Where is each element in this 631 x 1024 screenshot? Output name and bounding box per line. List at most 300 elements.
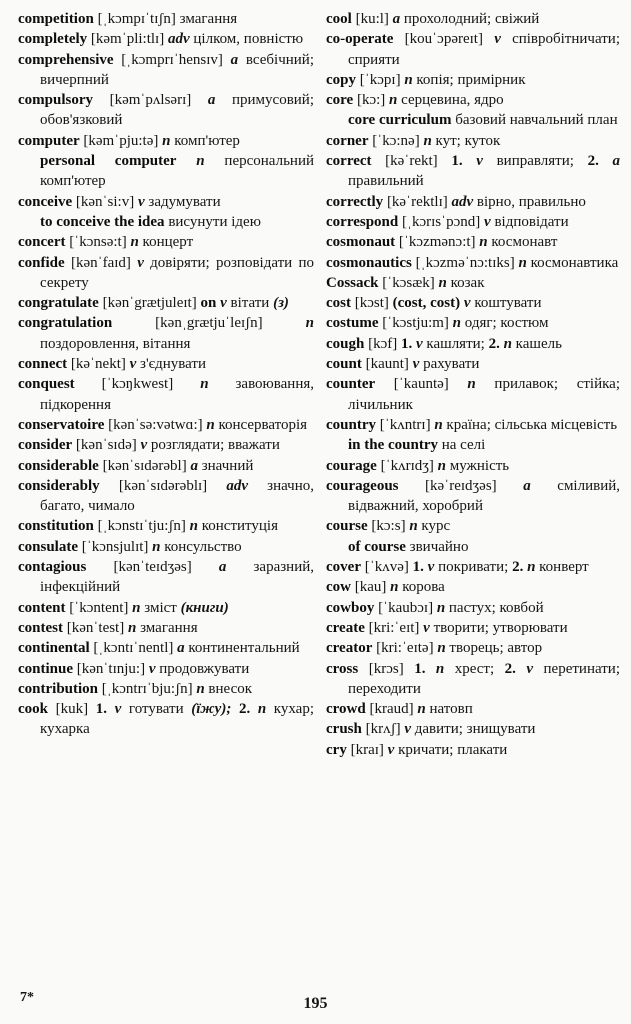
translation-text: [kau] <box>351 579 391 596</box>
grammar-label: v <box>476 153 483 170</box>
translation-text: конверт <box>535 559 589 576</box>
headword-text: costume <box>326 315 379 332</box>
translation-text: вітати <box>226 295 274 312</box>
dictionary-entry <box>18 598 314 618</box>
dictionary-entry <box>18 293 314 313</box>
grammar-label: n <box>130 234 139 251</box>
translation-text <box>599 153 613 169</box>
headword-text: connect <box>18 356 68 373</box>
headword-text: contagious <box>18 559 87 576</box>
dictionary-entry <box>326 699 620 719</box>
translation-text <box>231 701 239 717</box>
grammar-label: adv <box>226 477 248 494</box>
translation-text: [kuk] <box>48 701 96 718</box>
dictionary-entry <box>326 598 620 618</box>
headword-text: 2. <box>238 701 251 718</box>
headword-text: cosmonaut <box>326 234 396 251</box>
grammar-label: n <box>127 619 137 636</box>
headword-text: 2. <box>587 153 599 170</box>
dictionary-entry <box>326 90 620 110</box>
dictionary-entry <box>18 618 314 638</box>
dictionary-entry <box>326 719 620 739</box>
dictionary-entry <box>18 516 314 536</box>
translation-text: [ˈkɔnsə:t] <box>65 234 131 251</box>
headword-text: cook <box>18 701 48 718</box>
headword-text: concert <box>18 234 66 251</box>
translation-text <box>516 661 526 677</box>
translation-text <box>250 701 258 717</box>
grammar-label: n <box>467 376 476 393</box>
dictionary-entry <box>18 131 314 151</box>
grammar-label: v <box>137 254 144 271</box>
grammar-label: v <box>137 193 145 210</box>
translation-text: давити; знищувати <box>411 721 536 738</box>
headword-text: cow <box>326 579 351 596</box>
headword-text: constitution <box>18 518 94 535</box>
translation-text: завоювання, підкорення <box>40 376 315 413</box>
grammar-label: v <box>140 437 148 454</box>
dictionary-entry <box>18 374 314 415</box>
translation-text: зміст <box>140 599 181 616</box>
grammar-label: a <box>523 477 531 494</box>
translation-text: козак <box>446 274 485 291</box>
headword-text: courage <box>326 457 377 474</box>
dictionary-entry <box>18 9 314 29</box>
translation-text: базовий навчальний план <box>451 112 618 129</box>
translation-text: [kəˈrekt] <box>371 153 452 170</box>
translation-text: звичайно <box>405 538 469 555</box>
headword-text: cool <box>326 11 352 27</box>
headword-text: corner <box>326 132 369 149</box>
headword-text: crush <box>326 721 362 738</box>
grammar-label: a <box>612 153 620 170</box>
headword-text: congratulation <box>18 315 113 332</box>
grammar-label: n <box>206 416 215 433</box>
headword-text: cough <box>326 335 365 352</box>
translation-text: [ˈkaubɔɪ] <box>374 599 437 616</box>
headword-text: creator <box>326 640 373 657</box>
translation-text: значний <box>197 457 254 474</box>
translation-text: [kənˈtest] <box>63 619 128 636</box>
translation-text: [kəmˈpli:tlɪ] <box>87 31 168 48</box>
translation-text: концерт <box>138 234 194 251</box>
translation-text: внесок <box>204 680 253 697</box>
grammar-label: n <box>189 518 198 535</box>
headword-text: cowboy <box>326 599 375 616</box>
headword-text: consulate <box>18 538 78 555</box>
translation-text: довіряти; розповідати по секрету <box>40 254 314 291</box>
translation-text: [kouˈɔpəreɪt] <box>393 31 495 48</box>
dictionary-subentry <box>326 110 620 130</box>
dictionary-entry <box>326 212 620 232</box>
grammar-label: v <box>416 335 423 352</box>
dictionary-entry <box>326 516 620 536</box>
translation-text: конституція <box>198 518 278 535</box>
dictionary-entry <box>18 537 314 557</box>
headword-text: comprehensive <box>18 51 114 68</box>
translation-text: [kənˈgrætjuleɪt] <box>98 295 201 312</box>
translation-text: [ˈkɔŋkwest] <box>74 376 201 393</box>
translation-text: [ˈkɔnsjulɪt] <box>78 538 153 555</box>
headword-text: conquest <box>18 376 75 393</box>
dictionary-entry <box>18 192 314 212</box>
translation-text: хрест; <box>444 660 505 677</box>
dictionary-entry <box>18 253 314 294</box>
dictionary-entry <box>18 313 314 354</box>
translation-text: [kənˈsɪdərəblɪ] <box>99 477 227 494</box>
headword-text: to conceive the idea <box>40 213 165 230</box>
translation-text: космонавт <box>487 234 558 251</box>
dictionary-entry <box>326 638 620 658</box>
translation-text: серцевина, ядро <box>397 92 504 109</box>
translation-text: комп'ютер <box>170 132 240 149</box>
dictionary-entry <box>18 699 314 740</box>
dictionary-entry <box>326 293 620 313</box>
dictionary-entry <box>326 659 620 700</box>
translation-text: на селі <box>438 437 486 454</box>
translation-text: прилавок; стійка; лічильник <box>348 376 620 413</box>
grammar-label: n <box>423 132 432 149</box>
grammar-label: n <box>196 153 205 170</box>
translation-text: [ˌkɔmpɪˈtɪʃn] змагання <box>93 11 238 27</box>
grammar-label: n <box>257 701 267 718</box>
headword-text: crowd <box>326 701 366 718</box>
grammar-label: n <box>305 315 314 332</box>
translation-text: цілком, повністю <box>189 31 304 48</box>
translation-text: [kəˈrektlɪ] <box>383 193 452 210</box>
dictionary-entry <box>18 415 314 435</box>
dictionary-entry <box>326 740 620 760</box>
headword-text: correct <box>326 153 372 170</box>
dictionary-entry <box>326 151 620 192</box>
dictionary-entry <box>18 90 314 131</box>
headword-text: computer <box>18 132 80 149</box>
translation-text: континентальний <box>184 640 300 657</box>
grammar-label: v <box>114 701 122 718</box>
translation-text: [kənˈsɪdərəbl] <box>98 457 191 474</box>
translation-text: покривати; <box>434 559 513 576</box>
translation-text: [kənˈfaɪd] <box>64 254 138 271</box>
translation-text: [ˈkɔzmənɔ:t] <box>395 234 480 251</box>
grammar-label: n <box>518 254 527 271</box>
translation-text: продовжувати <box>155 660 250 677</box>
translation-text: творець; автор <box>445 640 543 657</box>
dictionary-subentry <box>326 537 620 557</box>
dictionary-entry <box>18 476 314 517</box>
grammar-label: v <box>463 295 471 312</box>
translation-text: одяг; костюм <box>461 315 549 332</box>
dictionary-entry <box>18 29 314 49</box>
translation-text: прохолодний; свіжий <box>400 11 540 27</box>
dictionary-entry <box>18 232 314 252</box>
dictionary-entry <box>326 273 620 293</box>
grammar-label: adv <box>167 31 190 48</box>
grammar-label: n <box>438 274 447 291</box>
grammar-label: n <box>389 92 398 109</box>
translation-text: всебічний; вичерпний <box>40 51 314 88</box>
dictionary-entry <box>18 638 314 658</box>
translation-text: [ˈkʌrɪdʒ] <box>376 457 438 474</box>
grammar-label: n <box>196 680 205 697</box>
translation-text: [kənˈsɪdə] <box>72 437 141 454</box>
translation-text: мужність <box>445 457 510 474</box>
translation-text: [kəmˈpju:tə] <box>79 132 163 149</box>
grammar-label: n <box>162 132 171 149</box>
grammar-label: v <box>526 660 534 677</box>
dictionary-entry <box>18 659 314 679</box>
dictionary-entry <box>326 374 620 415</box>
grammar-label: n <box>503 335 512 352</box>
dictionary-entry <box>326 131 620 151</box>
headword-text: content <box>18 599 66 616</box>
grammar-label: v <box>129 356 137 373</box>
grammar-label: n <box>452 315 461 332</box>
translation-text: розглядати; вважати <box>147 437 280 454</box>
translation-text: [kri:ˈeɪt] <box>364 619 424 636</box>
headword-text: congratulate <box>18 295 99 312</box>
headword-text: cover <box>326 559 361 576</box>
grammar-label: a <box>177 640 185 657</box>
translation-text: виправляти; <box>482 153 588 170</box>
headword-text: continue <box>18 660 74 677</box>
grammar-label: n <box>437 640 446 657</box>
headword-text: 2. <box>512 559 524 576</box>
dictionary-entry <box>18 354 314 374</box>
grammar-label: n <box>417 701 426 718</box>
dictionary-entry <box>326 70 620 90</box>
grammar-label: n <box>527 559 536 576</box>
headword-text: copy <box>326 71 356 88</box>
headword-text: 1. <box>401 335 413 352</box>
translation-text: [ˈkɔpɪ] <box>356 71 405 88</box>
translation-text: натовп <box>425 701 473 718</box>
headword-text: consider <box>18 437 73 454</box>
grammar-label: n <box>436 599 446 616</box>
translation-text: [ˈkɔstju:m] <box>378 315 453 332</box>
headword-text: cost <box>326 295 351 312</box>
translation-text: [kɔ:s] <box>367 518 410 535</box>
grammar-label: (їжу); <box>191 701 232 718</box>
dictionary-entry <box>326 334 620 354</box>
headword-text: in the country <box>348 437 438 454</box>
translation-text: вірно, правильно <box>473 193 586 210</box>
translation-text: перетинати; переходити <box>348 660 620 697</box>
translation-text: задумувати <box>144 193 221 210</box>
translation-text: [kri:ˈeɪtə] <box>372 640 438 657</box>
headword-text: cosmonautics <box>326 254 412 271</box>
translation-text: творити; утворювати <box>429 619 568 636</box>
translation-text: консерваторія <box>214 416 308 433</box>
grammar-label: a <box>392 11 401 27</box>
translation-text: коштувати <box>470 295 542 312</box>
headword-text: compulsory <box>18 92 93 109</box>
translation-text: кашляти; <box>422 335 489 352</box>
translation-text: копія; примірник <box>412 71 526 88</box>
grammar-label: a <box>218 559 227 576</box>
dictionary-entry <box>326 253 620 273</box>
headword-text: completely <box>18 31 88 48</box>
translation-text: рахувати <box>419 356 480 373</box>
headword-text: 1. <box>451 153 463 170</box>
dictionary-subentry <box>326 435 620 455</box>
translation-text: [kraud] <box>365 701 418 718</box>
grammar-label: v <box>404 721 411 738</box>
headword-text: cry <box>326 741 347 758</box>
translation-text: [ˈkʌntrɪ] <box>376 416 435 433</box>
headword-text: core <box>326 92 354 109</box>
translation-text: [kənˈtɪnju:] <box>73 660 149 677</box>
headword-text: courageous <box>326 477 399 494</box>
translation-text: [kəˈreɪdʒəs] <box>398 477 524 494</box>
dictionary-column-right <box>326 9 620 760</box>
grammar-label: v <box>494 31 501 48</box>
grammar-label: n <box>132 599 141 616</box>
translation-text: [kɔf] <box>364 335 401 352</box>
translation-text: [ˈkɔ:nə] <box>368 132 424 149</box>
headword-text: competition <box>18 11 94 27</box>
translation-text: [ˌkɔmprɪˈhensɪv] <box>113 51 231 68</box>
translation-text: [ˈkɔsæk] <box>378 274 439 291</box>
translation-text <box>463 153 477 169</box>
dictionary-entry <box>18 679 314 699</box>
dictionary-entry <box>326 456 620 476</box>
headword-text: (cost, cost) <box>392 295 461 312</box>
headword-text: conservatoire <box>18 416 105 433</box>
grammar-label: n <box>437 457 446 474</box>
grammar-label: n <box>435 660 445 677</box>
headword-text: count <box>326 356 362 373</box>
headword-text: 1. <box>412 559 424 576</box>
translation-text: [kənˈsə:vətwɑ:] <box>104 416 207 433</box>
grammar-label: n <box>409 518 418 535</box>
translation-text: [ˌkɔrɪsˈpɔnd] <box>398 213 485 230</box>
dictionary-entry <box>18 435 314 455</box>
grammar-label: a <box>207 92 216 109</box>
headword-text: considerably <box>18 477 100 494</box>
headword-text: 1. <box>95 701 107 718</box>
dictionary-column-left <box>18 9 314 740</box>
headword-text: correctly <box>326 193 384 210</box>
translation-text: [kaunt] <box>361 356 413 373</box>
dictionary-entry <box>18 50 314 91</box>
grammar-label: v <box>484 213 491 230</box>
grammar-label: n <box>152 538 161 555</box>
headword-text: conceive <box>18 193 73 210</box>
headword-text: course <box>326 518 368 535</box>
dictionary-subentry <box>18 212 314 232</box>
translation-text: кричати; плакати <box>394 741 508 758</box>
headword-text: considerable <box>18 457 99 474</box>
signature-mark: 7* <box>20 990 34 1005</box>
headword-text: on <box>200 295 217 312</box>
translation-text: консульство <box>160 538 242 555</box>
headword-text: confide <box>18 254 65 271</box>
grammar-label: a <box>190 457 198 474</box>
dictionary-entry <box>326 577 620 597</box>
translation-text: [ku:l] <box>351 11 393 27</box>
grammar-label: a <box>230 51 239 68</box>
dictionary-entry <box>326 29 620 70</box>
grammar-label: adv <box>451 193 474 210</box>
grammar-label: v <box>148 660 156 677</box>
translation-text: [kɔ:] <box>353 92 390 109</box>
headword-text: core curriculum <box>348 112 452 129</box>
dictionary-entry <box>326 192 620 212</box>
dictionary-entry <box>326 415 620 435</box>
headword-text: contest <box>18 619 63 636</box>
headword-text: correspond <box>326 213 399 230</box>
translation-text: значно, багато, чимало <box>40 477 314 515</box>
headword-text: co-operate <box>326 31 394 48</box>
grammar-label: n <box>434 416 443 433</box>
translation-text: висунути ідею <box>164 213 261 230</box>
grammar-label: v <box>423 619 430 636</box>
translation-text: [kənˈteɪdʒəs] <box>86 559 219 576</box>
translation-text: [ˌkɔntɪˈnentl] <box>89 640 178 657</box>
headword-text: counter <box>326 376 376 393</box>
headword-text: create <box>326 619 365 636</box>
translation-text: [kəˈnekt] <box>67 356 130 373</box>
grammar-label: n <box>404 71 413 88</box>
translation-text: [kənˌgrætjuˈleɪʃn] <box>112 315 306 332</box>
headword-text: Cossack <box>326 274 379 291</box>
dictionary-subentry <box>18 151 314 192</box>
translation-text: правильний <box>348 173 424 190</box>
dictionary-entry <box>326 9 620 29</box>
translation-text: [kənˈsi:v] <box>72 193 138 210</box>
headword-text: contribution <box>18 680 99 697</box>
translation-text: заразний, інфекційний <box>40 559 314 596</box>
dictionary-entry <box>18 557 314 598</box>
translation-text: [kəmˈpʌlsərɪ] <box>93 92 208 109</box>
translation-text <box>107 701 115 717</box>
grammar-label: v <box>387 741 395 758</box>
translation-text: поздоровлення, вітання <box>40 335 191 352</box>
dictionary-entry <box>326 232 620 252</box>
translation-text: [kɔst] <box>351 295 393 312</box>
headword-text: 1. <box>414 660 426 677</box>
translation-text: кухар; кухарка <box>40 701 314 738</box>
dictionary-entry <box>326 557 620 577</box>
translation-text: [krʌʃ] <box>361 721 405 738</box>
dictionary-entry <box>326 476 620 517</box>
translation-text: відповідати <box>490 213 569 230</box>
grammar-label: (з) <box>273 295 289 312</box>
translation-text: [ˈkʌvə] <box>360 559 413 576</box>
dictionary-entry <box>326 354 620 374</box>
translation-text: [krɔs] <box>358 660 415 677</box>
translation-text: пастух; ковбой <box>445 599 544 616</box>
grammar-label: v <box>412 356 420 373</box>
translation-text: [kraɪ] <box>346 741 388 758</box>
grammar-label: v <box>427 559 435 576</box>
translation-text: [ˌkɔntrɪˈbju:ʃn] <box>98 680 197 697</box>
translation-text: готувати <box>121 701 192 718</box>
headword-text: personal computer <box>40 153 177 170</box>
grammar-label: n <box>200 376 209 393</box>
translation-text: з'єднувати <box>136 356 207 373</box>
translation-text <box>176 153 196 169</box>
translation-text: кашель <box>511 335 562 352</box>
grammar-label: v <box>220 295 227 312</box>
headword-text: country <box>326 416 376 433</box>
translation-text: співробітничати; сприяти <box>348 31 620 68</box>
translation-text: країна; сільська місцевість <box>442 416 618 433</box>
translation-text: змагання <box>136 619 198 636</box>
translation-text: корова <box>398 579 445 596</box>
translation-text: примусовий; обов'язковий <box>40 92 314 129</box>
translation-text: сміливий, відважний, хоробрий <box>348 477 621 515</box>
